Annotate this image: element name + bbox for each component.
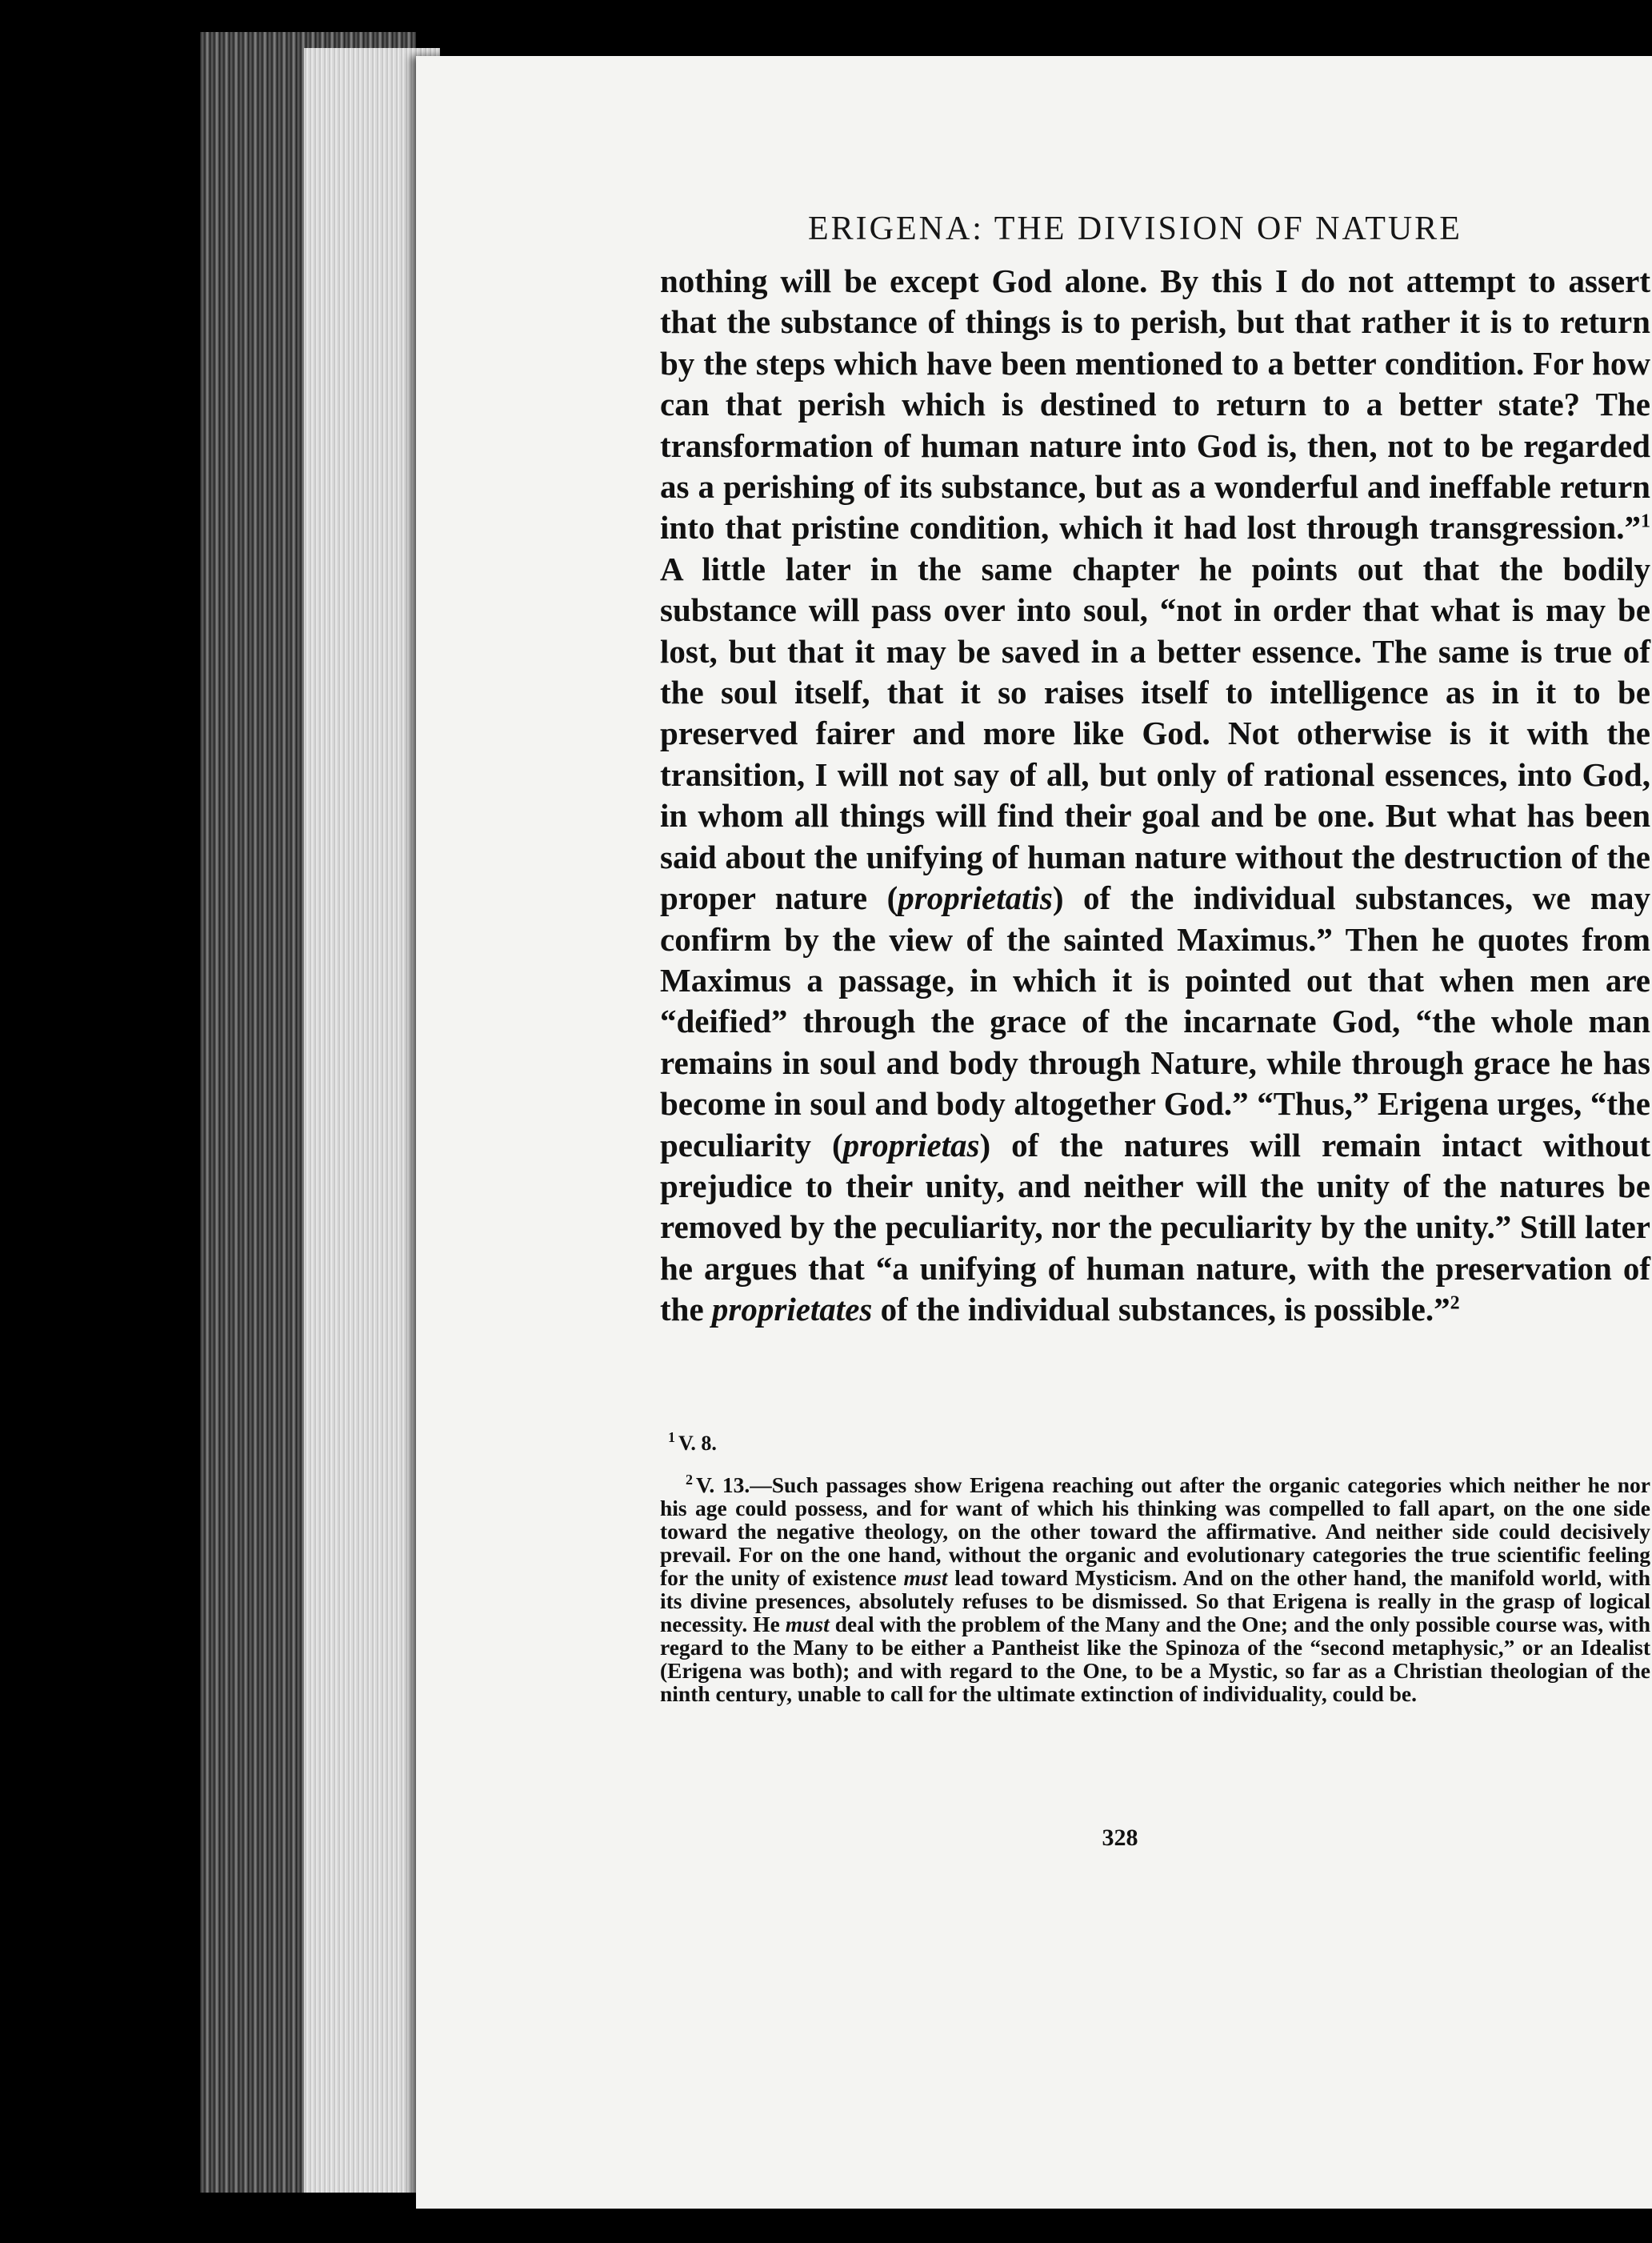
main-paragraph <box>660 261 1650 1331</box>
footnote-ref-2: 2 <box>1450 1292 1460 1314</box>
italic-term: must <box>785 1612 830 1636</box>
text-run: A little later in the same chapter he points out that the bodily substance will pass over into soul, “not in order that what is may be lost, but that it may be saved in a better essence. The same is true of the soul itself, that it so raises itself to intelligence as in it to be preserved fairer and more like God. Not otherwise is it with the transition, I will not say of all, but only of rational essences, into God, in whom all things will find their goal and be one. But what has been said about the unifying of human nature without the destruction of the proper nature ( <box>660 550 1650 917</box>
book-page <box>416 56 1652 2209</box>
page-number: 328 <box>1102 1824 1138 1851</box>
footnotes <box>660 1428 1650 1705</box>
text-run: ) of the natures will remain intact without prejudice to their unity, and neither will the unity of the natures be removed by the peculiarity, nor the peculiarity by the unity.” Still later he argues that “a unifying of human nature, with the preservation of the <box>660 1126 1650 1328</box>
text-run: ) of the individual substances, we may confirm by the view of the sainted Maximus.” Then he quotes from Maximus a passage, in which it is pointed out that when men are “deified” through the grace of the incarnate God, “the whole man remains in soul and body through Nature, while through grace he has become in soul and body altogether God.” “Thus,” Erigena urges, “the peculiarity ( <box>660 879 1650 1164</box>
footnote-1 <box>660 1428 1650 1459</box>
italic-term: proprietatis <box>898 879 1053 917</box>
footnote-2 <box>660 1473 1650 1705</box>
footnote-text: lead toward Mysticism. And on the other hand, the manifold world, with its divine presences, absolutely refuses to be dismissed. So that Erigena is really in the grasp of logical necessity. He <box>660 1565 1650 1636</box>
text-run: nothing will be except God alone. By this I do not attempt to assert that the substance of things is to perish, but that rather it is to return by the steps which have been mentioned to a better condition. For how can that perish which is destined to return to a better state? The transformation of human nature into God is, then, not to be regarded as a perishing of its substance, but as a wonderful and ineffable return into that pristine condition, which it had lost through transgression.” <box>660 262 1650 547</box>
italic-term: proprietas <box>842 1126 980 1164</box>
main-text <box>660 261 1650 1331</box>
footnote-ref-1: 1 <box>1641 511 1650 532</box>
footnote-text: V. 13.—Such passages show Erigena reaching out after the organic categories which neither he nor his age could possess, and for want of which his thinking was compelled to fall apart, on the one side toward the negative theology, on the other toward the affirmative. And neither side could decisively prevail. For on the one hand, without the organic and evolutionary categories the true scientific feeling for the unity of existence <box>660 1472 1650 1590</box>
running-head: ERIGENA: THE DIVISION OF NATURE <box>808 210 1462 247</box>
footnote-mark: 1 <box>668 1429 675 1446</box>
italic-term: proprietates <box>711 1291 873 1328</box>
footnote-mark: 2 <box>686 1471 693 1488</box>
footnote-text: deal with the problem of the Many and the One; and the only possible course was, with regard to the Many to be either a Pantheist like the Spinoza of the “second metaphysic,” or an Idealist (Erigena was both); and with regard to the One, to be a Mystic, so far as a Christian theologian of the ninth century, unable to call for the ultimate extinction of individuality, could be. <box>660 1612 1650 1706</box>
footnote-text: V. 8. <box>678 1432 717 1455</box>
text-run: of the individual substances, is possible.” <box>872 1291 1450 1328</box>
italic-term: must <box>903 1565 948 1590</box>
